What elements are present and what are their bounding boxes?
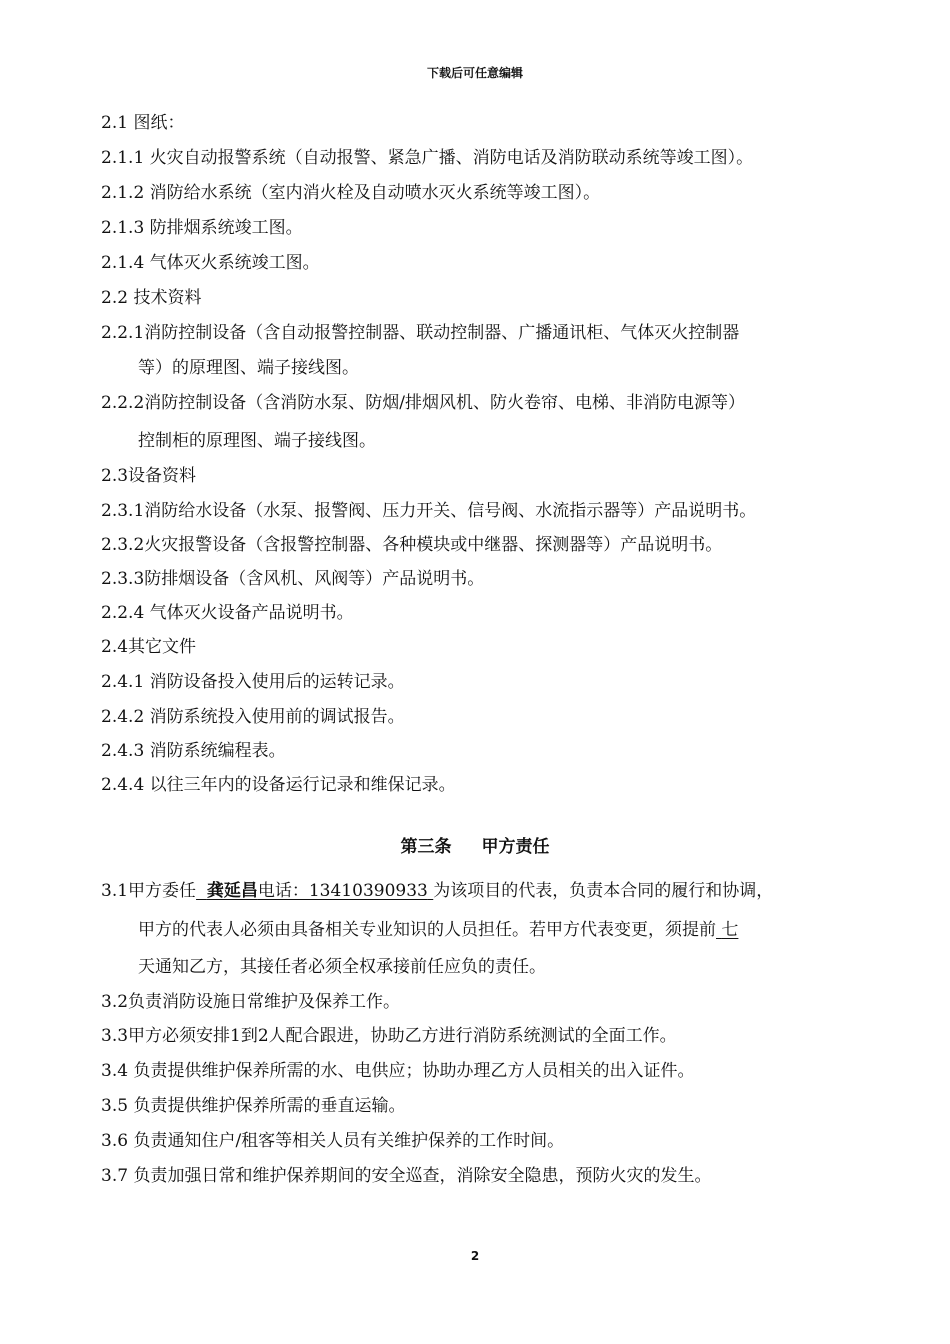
doc-line: 2.2.4 气体灭火设备产品说明书。 (101, 603, 354, 623)
page-header-note: 下载后可任意编辑 (426, 66, 523, 80)
doc-line: 2.1 图纸： (101, 113, 185, 133)
representative-phone: 电话：13410390933 (257, 881, 428, 901)
article-number: 第三条 (400, 837, 452, 857)
doc-line: 2.1.2 消防给水系统（室内消火栓及自动喷水灭火系统等竣工图）。 (101, 183, 601, 203)
clause-item: 3.4 负责提供维护保养所需的水、电供应；协助办理乙方人员相关的出入证件。 (101, 1061, 695, 1081)
doc-line: 2.2 技术资料 (101, 288, 202, 308)
clause-text: 甲方的代表人必须由具备相关专业知识的人员担任。若甲方代表变更，须提前 (138, 920, 716, 940)
doc-line: 2.4.2 消防系统投入使用前的调试报告。 (101, 707, 405, 727)
doc-line: 2.4.1 消防设备投入使用后的运转记录。 (101, 672, 405, 692)
notice-days-field (716, 920, 738, 940)
representative-field (196, 881, 433, 901)
clause-3-1-line2 (138, 918, 738, 942)
clause-3-1-line3: 天通知乙方，其接任者必须全权承接前任应负的责任。 (138, 957, 546, 977)
doc-line: 控制柜的原理图、端子接线图。 (138, 431, 376, 451)
clause-3-1-line1 (101, 879, 773, 903)
clause-item: 3.5 负责提供维护保养所需的垂直运输。 (101, 1096, 406, 1116)
doc-line: 2.3.2火灾报警设备（含报警控制器、各种模块或中继器、探测器等）产品说明书。 (101, 535, 723, 555)
clause-item: 3.7 负责加强日常和维护保养期间的安全巡查，消除安全隐患，预防火灾的发生。 (101, 1166, 712, 1186)
doc-line: 2.4.4 以往三年内的设备运行记录和维保记录。 (101, 775, 456, 795)
doc-line: 2.4.3 消防系统编程表。 (101, 741, 286, 761)
page-number: 2 (470, 1249, 480, 1263)
article-title: 甲方责任 (481, 837, 550, 857)
doc-line: 2.3.3防排烟设备（含风机、风阀等）产品说明书。 (101, 569, 485, 589)
doc-line: 等）的原理图、端子接线图。 (138, 358, 359, 378)
clause-prefix: 3.1甲方委任 (101, 881, 197, 901)
clause-suffix: 为该项目的代表，负责本合同的履行和协调， (433, 881, 774, 901)
doc-line: 2.2.2消防控制设备（含消防水泵、防烟/排烟风机、防火卷帘、电梯、非消防电源等） (101, 393, 745, 413)
clause-item: 3.2负责消防设施日常维护及保养工作。 (101, 992, 401, 1012)
clause-item: 3.6 负责通知住户/租客等相关人员有关维护保养的工作时间。 (101, 1131, 565, 1151)
doc-line: 2.1.4 气体灭火系统竣工图。 (101, 253, 320, 273)
doc-line: 2.1.3 防排烟系统竣工图。 (101, 218, 303, 238)
doc-line: 2.3设备资料 (101, 466, 197, 486)
representative-name: 龚延昌 (206, 881, 258, 901)
clause-item: 3.3甲方必须安排1到2人配合跟进，协助乙方进行消防系统测试的全面工作。 (101, 1026, 677, 1046)
notice-days: 七 (721, 920, 739, 940)
doc-line: 2.4其它文件 (101, 637, 197, 657)
doc-line: 2.2.1消防控制设备（含自动报警控制器、联动控制器、广播通讯柜、气体灭火控制器 (101, 323, 740, 343)
article-heading (0, 832, 950, 857)
doc-line: 2.3.1消防给水设备（水泵、报警阀、压力开关、信号阀、水流指示器等）产品说明书。 (101, 501, 757, 521)
doc-line: 2.1.1 火灾自动报警系统（自动报警、紧急广播、消防电话及消防联动系统等竣工图）。 (101, 148, 754, 168)
